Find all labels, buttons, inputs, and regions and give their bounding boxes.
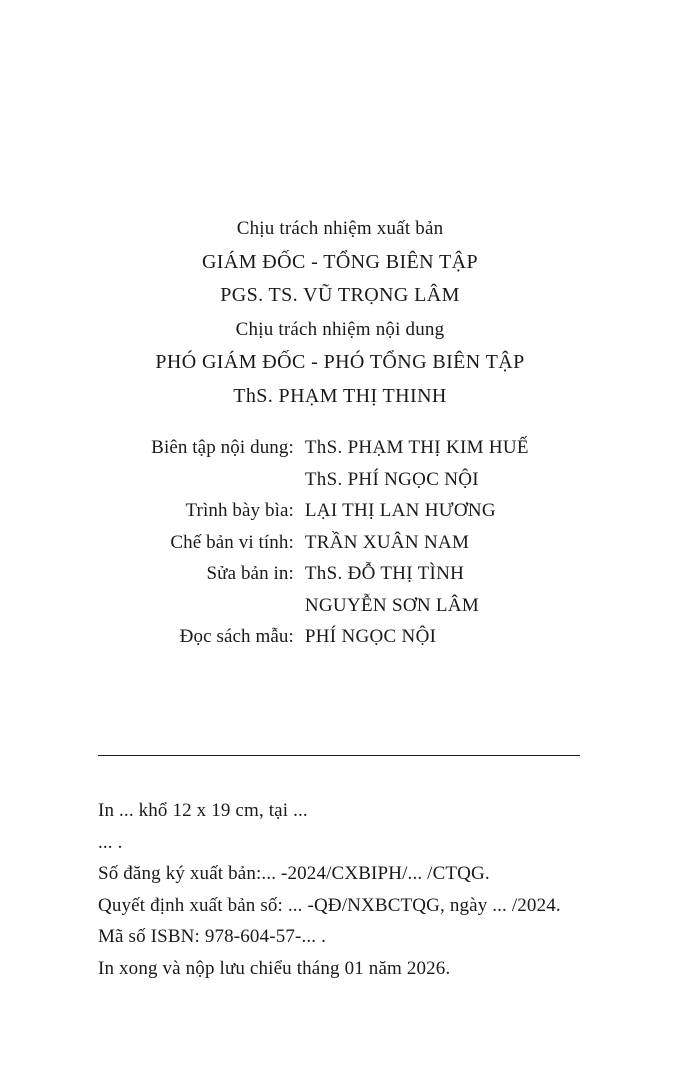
publisher-credits-block xyxy=(0,212,680,413)
role-value: ThS. PHÍ NGỌC NỘI xyxy=(304,468,479,490)
role-label xyxy=(151,590,305,622)
credit-line: Chịu trách nhiệm xuất bản xyxy=(236,218,444,239)
imprint-block xyxy=(98,795,638,984)
role-value: ThS. ĐỖ THỊ TÌNH xyxy=(304,563,465,584)
role-value: PHÍ NGỌC NỘI xyxy=(304,626,437,647)
production-roles-block xyxy=(0,432,680,653)
imprint-line: ... . xyxy=(98,831,123,853)
roles-table xyxy=(151,432,529,653)
credit-line: PHÓ GIÁM ĐỐC - PHÓ TỔNG BIÊN TẬP xyxy=(155,351,525,373)
role-label: Chế bản vi tính: xyxy=(170,531,294,553)
imprint-line: In ... khổ 12 x 19 cm, tại ... xyxy=(98,800,308,821)
credit-line: PGS. TS. VŨ TRỌNG LÂM xyxy=(220,284,460,306)
role-value: ThS. PHẠM THỊ KIM HUẾ xyxy=(304,437,529,458)
credit-line: Chịu trách nhiệm nội dung xyxy=(235,318,445,340)
role-value: LẠI THỊ LAN HƯƠNG xyxy=(304,500,496,521)
role-label: Đọc sách mẫu: xyxy=(179,626,294,647)
table-row xyxy=(151,527,529,559)
table-row xyxy=(151,590,529,622)
imprint-line: Mã số ISBN: 978-604-57-... . xyxy=(98,926,326,947)
table-row xyxy=(151,432,529,464)
table-row xyxy=(151,621,529,653)
credit-line: GIÁM ĐỐC - TỔNG BIÊN TẬP xyxy=(201,250,479,273)
imprint-line: Số đăng ký xuất bản:... -2024/CXBIPH/... /CTQG. xyxy=(98,863,490,884)
role-label xyxy=(151,464,305,496)
credit-line: ThS. PHẠM THỊ THINH xyxy=(233,384,447,407)
table-row xyxy=(151,464,529,496)
imprint-line: Quyết định xuất bản số: ... -QĐ/NXBCTQG, ngày ... /2024. xyxy=(98,894,561,916)
role-label: Sửa bản in: xyxy=(206,563,294,584)
role-label: Trình bày bìa: xyxy=(185,500,294,521)
imprint-line: In xong và nộp lưu chiểu tháng 01 năm 2026. xyxy=(98,957,451,979)
role-label: Biên tập nội dung: xyxy=(151,437,294,458)
role-value: TRẦN XUÂN NAM xyxy=(304,531,470,553)
table-row xyxy=(151,558,529,590)
section-divider xyxy=(98,755,580,756)
role-value: NGUYỄN SƠN LÂM xyxy=(304,594,480,616)
table-row xyxy=(151,495,529,527)
